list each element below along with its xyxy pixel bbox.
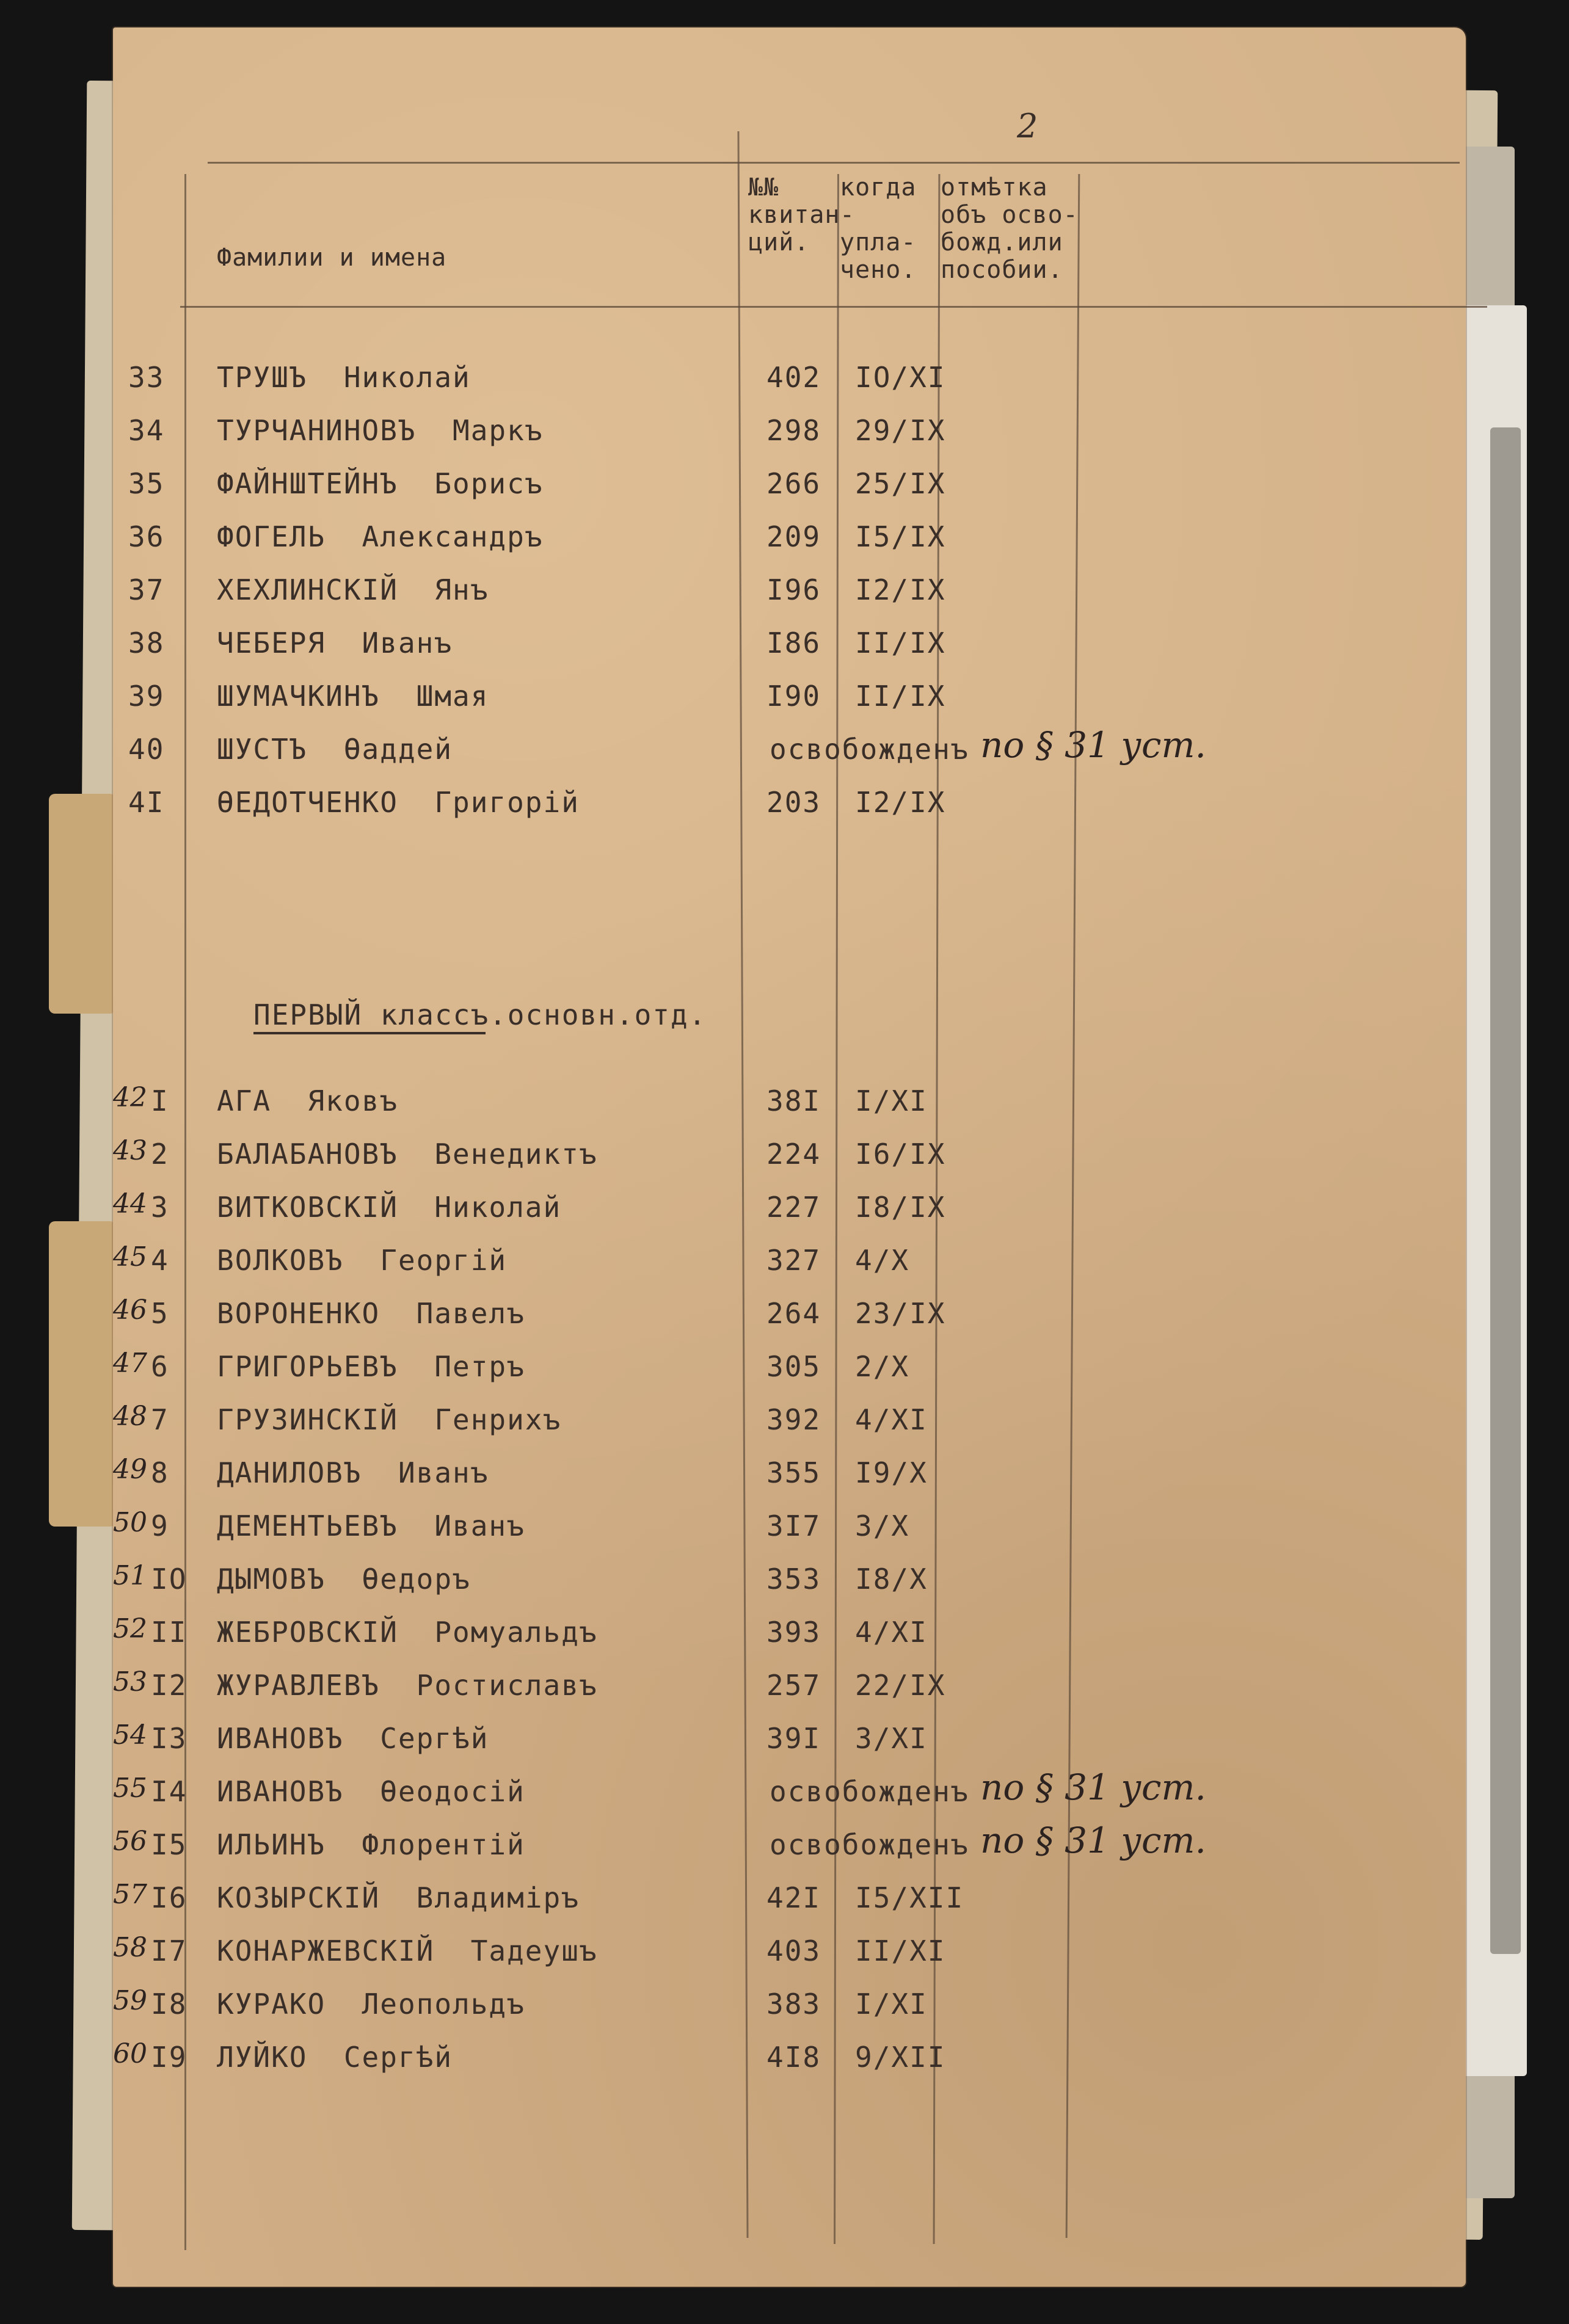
header-line: №№ xyxy=(748,173,779,202)
row-number: 5 xyxy=(151,1297,169,1330)
header-line: отмѣтка xyxy=(941,173,1048,202)
receipt-number: 393 xyxy=(766,1616,821,1649)
handwritten-note: по § 31 уст. xyxy=(980,1767,1206,1808)
row-number: 3 xyxy=(151,1191,169,1224)
student-name: ВОЛКОВЪ Георгій xyxy=(217,1244,508,1277)
student-name: БАЛАБАНОВЪ Венедиктъ xyxy=(217,1138,598,1171)
receipt-number: 298 xyxy=(766,414,821,447)
handwritten-old-number: 53 xyxy=(113,1666,147,1698)
student-name: КУРАКО Леопольдъ xyxy=(217,1988,525,2021)
receipt-number: 203 xyxy=(766,786,821,819)
handwritten-old-number: 52 xyxy=(113,1613,147,1644)
receipt-number: 392 xyxy=(766,1403,821,1436)
receipt-number: 355 xyxy=(766,1456,821,1489)
payment-date: 3/X xyxy=(855,1509,910,1542)
row-number: 40 xyxy=(128,733,165,766)
handwritten-old-number: 48 xyxy=(113,1401,147,1432)
handwritten-old-number: 44 xyxy=(113,1188,147,1219)
receipt-number: 266 xyxy=(766,467,821,500)
student-name: КОНАРЖЕВСКІЙ Тадеушъ xyxy=(217,1934,598,1967)
student-name: ѲЕДОТЧЕНКО Григорій xyxy=(217,786,580,819)
header-line: когда xyxy=(840,173,917,202)
row-number: 9 xyxy=(151,1509,169,1542)
payment-date: 23/IX xyxy=(855,1297,946,1330)
receipt-number: I96 xyxy=(766,573,821,606)
handwritten-old-number: 49 xyxy=(113,1454,147,1485)
receipt-number: 353 xyxy=(766,1563,821,1596)
handwritten-old-number: 58 xyxy=(113,1932,147,1963)
payment-date: 2/X xyxy=(855,1350,910,1383)
payment-date: I2/IX xyxy=(855,786,946,819)
header-line: объ осво- xyxy=(941,201,1079,229)
payment-date: I/XI xyxy=(855,1988,928,2021)
student-name: ВОРОНЕНКО Павелъ xyxy=(217,1297,525,1330)
payment-date: 3/XI xyxy=(855,1722,928,1755)
student-name: ГРУЗИНСКІЙ Генрихъ xyxy=(217,1403,562,1436)
student-name: ИВАНОВЪ Сергѣй xyxy=(217,1722,489,1755)
header-line: квитан xyxy=(748,201,840,229)
payment-date: 25/IX xyxy=(855,467,946,500)
student-name: ВИТКОВСКІЙ Николай xyxy=(217,1191,562,1224)
receipt-number: 224 xyxy=(766,1138,821,1171)
row-number: 34 xyxy=(128,414,165,447)
student-name: ФАЙНШТЕЙНЪ Борисъ xyxy=(217,467,544,500)
receipt-number: 4I8 xyxy=(766,2041,821,2074)
receipt-column-header xyxy=(748,174,840,256)
payment-date: 4/XI xyxy=(855,1403,928,1436)
page-number: 2 xyxy=(1017,107,1038,145)
student-name: ДЫМОВЪ Ѳедоръ xyxy=(217,1563,471,1596)
receipt-column-rule xyxy=(834,174,839,2244)
row-number: I9 xyxy=(151,2041,187,2074)
exemption-text: освобожденъ xyxy=(770,1828,969,1861)
row-number: I4 xyxy=(151,1775,187,1808)
student-name: ЖЕБРОВСКІЙ Ромуальдъ xyxy=(217,1616,598,1649)
exemption-text: освобожденъ xyxy=(770,1775,969,1808)
payment-date: 22/IX xyxy=(855,1669,946,1702)
receipt-number: 227 xyxy=(766,1191,821,1224)
payment-date: I5/IX xyxy=(855,520,946,553)
paid-column-header xyxy=(840,174,916,284)
student-name: АГА Яковъ xyxy=(217,1084,398,1117)
row-number: I3 xyxy=(151,1722,187,1755)
student-name: ШУМАЧКИНЪ Шмая xyxy=(217,680,489,713)
page-tab xyxy=(49,1221,116,1527)
handwritten-old-number: 43 xyxy=(113,1135,147,1166)
page-tab xyxy=(49,794,116,1014)
handwritten-old-number: 51 xyxy=(113,1560,147,1591)
row-number: 38 xyxy=(128,626,165,659)
receipt-number: I86 xyxy=(766,626,821,659)
handwritten-old-number: 46 xyxy=(113,1295,147,1326)
student-name: ЧЕБЕРЯ Иванъ xyxy=(217,626,453,659)
row-number: 6 xyxy=(151,1350,169,1383)
student-name: ЛУЙКО Сергѣй xyxy=(217,2041,453,2074)
payment-date: I9/X xyxy=(855,1456,928,1489)
receipt-number: 42I xyxy=(766,1881,821,1914)
row-number: I8 xyxy=(151,1988,187,2021)
row-number: 4I xyxy=(128,786,165,819)
note-column-header xyxy=(941,174,1079,284)
student-name: ФОГЕЛЬ Александръ xyxy=(217,520,544,553)
handwritten-old-number: 59 xyxy=(113,1985,147,2016)
row-number: I5 xyxy=(151,1828,187,1861)
header-line: ций. xyxy=(748,228,810,256)
student-name: ИЛЬИНЪ Флорентій xyxy=(217,1828,525,1861)
row-number: I2 xyxy=(151,1669,187,1702)
grey-folder-spine xyxy=(1490,427,1521,1954)
handwritten-note: по § 31 уст. xyxy=(980,724,1206,766)
handwritten-old-number: 57 xyxy=(113,1879,147,1910)
payment-date: 4/XI xyxy=(855,1616,928,1649)
row-number: I xyxy=(151,1084,169,1117)
student-name: ХЕХЛИНСКІЙ Янъ xyxy=(217,573,489,606)
payment-date: I/XI xyxy=(855,1084,928,1117)
header-top-rule xyxy=(208,162,1460,164)
student-name: ДАНИЛОВЪ Иванъ xyxy=(217,1456,489,1489)
receipt-number: 403 xyxy=(766,1934,821,1967)
header-line: божд.или xyxy=(941,228,1063,256)
student-name: КОЗЫРСКІЙ Владиміръ xyxy=(217,1881,580,1914)
handwritten-old-number: 50 xyxy=(113,1507,147,1538)
payment-date: I2/IX xyxy=(855,573,946,606)
receipt-number: I90 xyxy=(766,680,821,713)
row-number: II xyxy=(151,1616,187,1649)
payment-date: II/IX xyxy=(855,680,946,713)
student-name: ТРУШЪ Николай xyxy=(217,361,471,394)
header-line: чено. xyxy=(840,256,917,284)
handwritten-old-number: 56 xyxy=(113,1826,147,1857)
payment-date: I6/IX xyxy=(855,1138,946,1171)
row-number: I7 xyxy=(151,1934,187,1967)
payment-date: I5/XII xyxy=(855,1881,964,1914)
row-number: 8 xyxy=(151,1456,169,1489)
row-number: I6 xyxy=(151,1881,187,1914)
student-name: ДЕМЕНТЬЕВЪ Иванъ xyxy=(217,1509,525,1542)
payment-date: 4/X xyxy=(855,1244,910,1277)
row-number: IO xyxy=(151,1563,187,1596)
row-number: 39 xyxy=(128,680,165,713)
payment-date: 9/XII xyxy=(855,2041,946,2074)
student-name: ТУРЧАНИНОВЪ Маркъ xyxy=(217,414,544,447)
handwritten-old-number: 60 xyxy=(113,2038,147,2069)
ledger-page xyxy=(113,27,1466,2287)
receipt-number: 383 xyxy=(766,1988,821,2021)
payment-date: II/IX xyxy=(855,626,946,659)
handwritten-note: по § 31 уст. xyxy=(980,1820,1206,1861)
header-line: - xyxy=(840,201,856,229)
receipt-number: 402 xyxy=(766,361,821,394)
row-number: 36 xyxy=(128,520,165,553)
receipt-number: 257 xyxy=(766,1669,821,1702)
header-line: пособии. xyxy=(941,256,1063,284)
note-column-rule xyxy=(1066,174,1080,2238)
exemption-text: освобожденъ xyxy=(770,733,969,766)
payment-date: I8/IX xyxy=(855,1191,946,1224)
handwritten-old-number: 45 xyxy=(113,1241,147,1273)
receipt-number: 305 xyxy=(766,1350,821,1383)
row-number: 2 xyxy=(151,1138,169,1171)
receipt-number: 264 xyxy=(766,1297,821,1330)
receipt-number: 209 xyxy=(766,520,821,553)
header-bottom-rule xyxy=(180,306,1487,308)
row-number: 37 xyxy=(128,573,165,606)
handwritten-old-number: 47 xyxy=(113,1348,147,1379)
payment-date: IO/XI xyxy=(855,361,946,394)
student-name: ШУСТЪ Ѳаддей xyxy=(217,733,453,766)
header-line: упла- xyxy=(840,228,917,256)
handwritten-old-number: 55 xyxy=(113,1773,147,1804)
student-name: ГРИГОРЬЕВЪ Петръ xyxy=(217,1350,525,1383)
row-number: 4 xyxy=(151,1244,169,1277)
section-title: ПЕРВЫЙ классъ.основн.отд. xyxy=(253,998,707,1031)
handwritten-old-number: 54 xyxy=(113,1719,147,1751)
row-number: 7 xyxy=(151,1403,169,1436)
handwritten-old-number: 42 xyxy=(113,1082,147,1113)
payment-date: 29/IX xyxy=(855,414,946,447)
receipt-number: 39I xyxy=(766,1722,821,1755)
payment-date: I8/X xyxy=(855,1563,928,1596)
student-name: ИВАНОВЪ Ѳеодосій xyxy=(217,1775,525,1808)
name-column-header: Фамилии и имена xyxy=(217,244,447,272)
receipt-number: 38I xyxy=(766,1084,821,1117)
payment-date: II/XI xyxy=(855,1934,946,1967)
student-name: ЖУРАВЛЕВЪ Ростиславъ xyxy=(217,1669,598,1702)
receipt-number: 327 xyxy=(766,1244,821,1277)
section-title-underline xyxy=(253,1032,486,1034)
receipt-number: 3I7 xyxy=(766,1509,821,1542)
row-number: 33 xyxy=(128,361,165,394)
name-column-rule xyxy=(737,131,748,2238)
row-number: 35 xyxy=(128,467,165,500)
